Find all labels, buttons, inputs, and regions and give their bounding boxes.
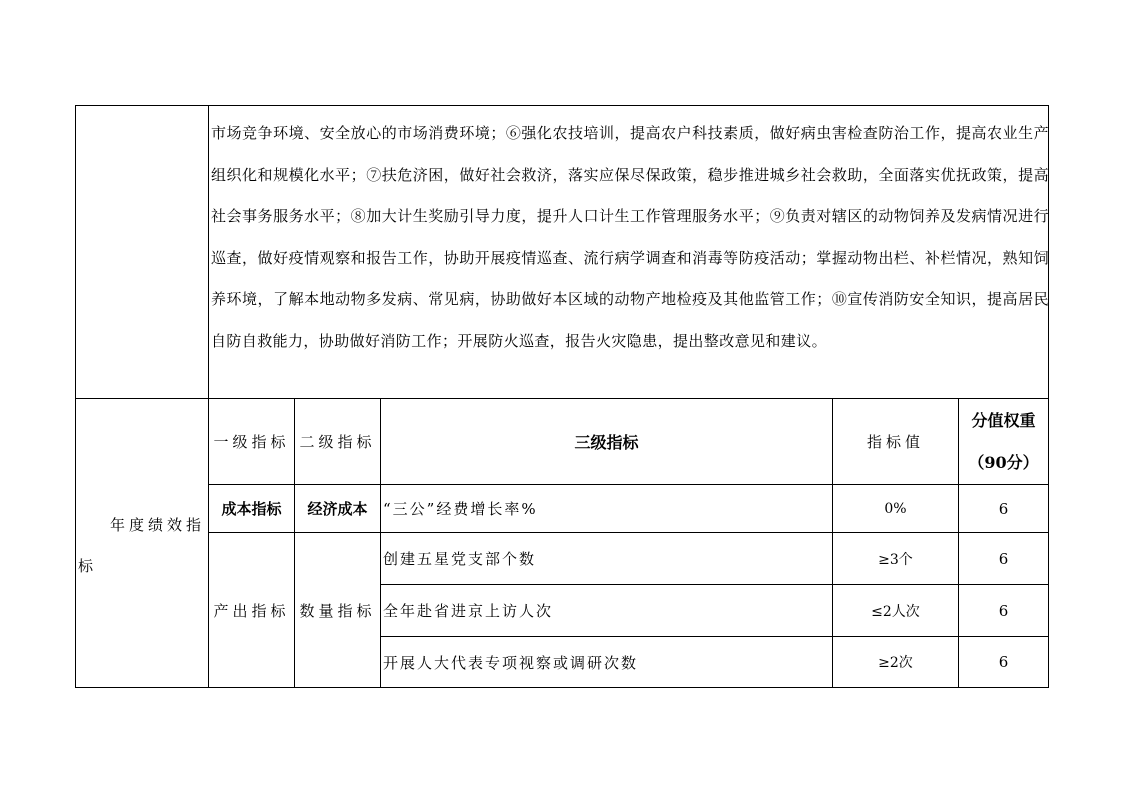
table-border-top bbox=[75, 105, 1049, 106]
row-cost-weight: 6 bbox=[998, 499, 1009, 518]
row-output-1-value: ≥3个 bbox=[878, 551, 913, 568]
side-label-line2: 标 bbox=[78, 557, 94, 575]
header-level1: 一级指标 bbox=[213, 433, 290, 451]
row-cost-level3: “三公”经费增长率% bbox=[383, 500, 538, 518]
header-weight-line1: 分值权重 bbox=[971, 410, 1036, 430]
row-output-level1: 产出指标 bbox=[213, 601, 290, 620]
row-output-2-level3: 全年赴省进京上访人次 bbox=[383, 602, 554, 620]
row-output-level2: 数量指标 bbox=[299, 601, 376, 620]
row-output-2-weight: 6 bbox=[998, 601, 1009, 620]
table-border-bottom bbox=[75, 687, 1049, 688]
header-weight-line2: （90分） bbox=[968, 452, 1039, 472]
row-output-3-value: ≥2次 bbox=[878, 655, 913, 671]
row-output-1-weight: 6 bbox=[998, 549, 1009, 568]
header-weight bbox=[959, 399, 1048, 484]
row-output-1-level3: 创建五星党支部个数 bbox=[383, 550, 537, 568]
side-label-line1: 年度绩效指 bbox=[110, 516, 206, 534]
header-level3: 三级指标 bbox=[574, 433, 639, 452]
row-cost-value: 0% bbox=[884, 500, 907, 517]
duties-paragraph: 市场竞争环境、安全放心的市场消费环境；⑥强化农技培训，提高农户科技素质，做好病虫害检查防治工作，提高农业生产组织化和规模化水平；⑦扶危济困，做好社会救济，落实应保尽保政策，稳步推进城乡社会救助，全面落实优抚政策，提高社会事务服务水平；⑧加大计生奖励引导力度，提升人口计生工作管理服务水平；⑨负责对辖区的动物饲养及发病情况进行巡查，做好疫情观察和报告工作，协助开展疫情巡查、流行病学调查和消毒等防疫活动；掌握动物出栏、补栏情况，熟知饲养环境，了解本地动物多发病、常见病，协助做好本区域的动物产地检疫及其他监管工作；⑩宣传消防安全知识，提高居民自防自救能力，协助做好消防工作；开展防火巡查，报告火灾隐患，提出整改意见和建议。 bbox=[211, 124, 1049, 350]
row-cost-level1: 成本指标 bbox=[221, 500, 282, 518]
row-output-3-weight: 6 bbox=[998, 653, 1009, 671]
row-cost-level2: 经济成本 bbox=[307, 500, 368, 518]
header-level2: 二级指标 bbox=[299, 433, 376, 451]
row-output-3-level3: 开展人大代表专项视察或调研次数 bbox=[383, 653, 639, 672]
table-border-left bbox=[75, 105, 76, 688]
header-value: 指标值 bbox=[866, 433, 924, 451]
row-output-2-value: ≤2人次 bbox=[871, 603, 920, 620]
